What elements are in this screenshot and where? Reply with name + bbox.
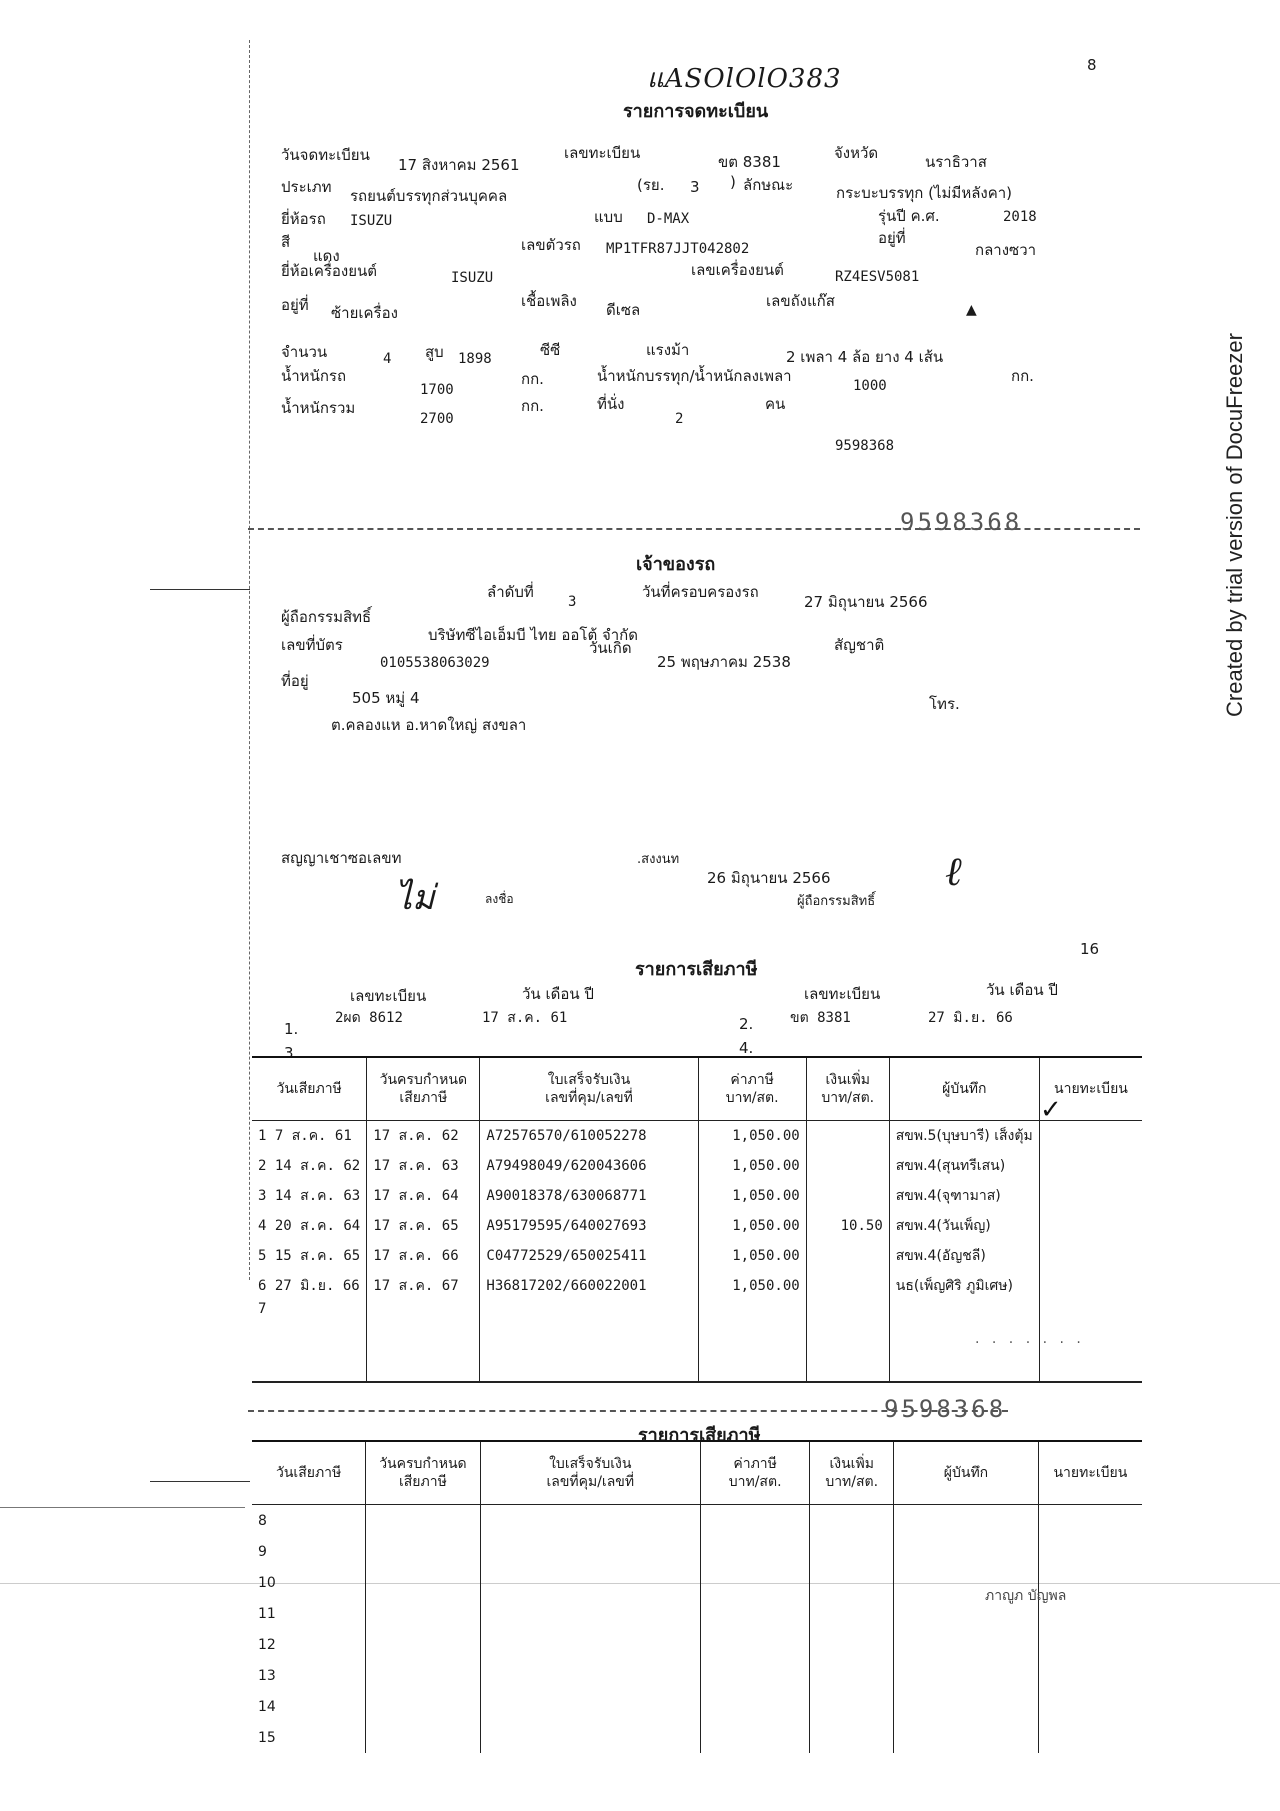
- empty-cell: [894, 1505, 1039, 1537]
- cyl-unit: สูบ: [425, 343, 444, 361]
- empty-cell: [894, 1536, 1039, 1567]
- address-label: ที่อยู่: [281, 672, 309, 690]
- contract-sign-label: ผู้ถือกรรมสิทธิ์: [797, 894, 876, 909]
- body-label: ลักษณะ: [743, 176, 794, 194]
- header2-tax-date: วันเสียภาษี: [252, 1441, 366, 1505]
- empty-cell: [366, 1567, 480, 1598]
- tax-date-cell: 1 7 ส.ค. 61: [252, 1121, 367, 1152]
- cyl-label: จำนวน: [281, 343, 328, 361]
- empty-cell: [810, 1691, 894, 1722]
- page-number-tax: 16: [1080, 940, 1100, 958]
- empty-cell: [894, 1722, 1039, 1753]
- empty-cell: [810, 1598, 894, 1629]
- cc-unit: ซีซี: [540, 341, 561, 359]
- empty-cell: [366, 1660, 480, 1691]
- weight-label: น้ำหนักรถ: [281, 367, 347, 385]
- tax-date-cell: 5 15 ส.ค. 65: [252, 1241, 367, 1271]
- plate-history-plate1: 2ผด 8612: [335, 1010, 403, 1026]
- header2-recorder: ผู้บันทึก: [894, 1441, 1039, 1505]
- owner-title: เจ้าของรถ: [636, 554, 716, 575]
- registrar-cell: [1039, 1151, 1142, 1181]
- engine-brand: ISUZU: [451, 270, 494, 286]
- empty-cell: [894, 1660, 1039, 1691]
- chassis: MP1TFR87JJT042802: [606, 241, 750, 257]
- header-receipt: ใบเสร็จรับเงิน เลขที่คุม/เลขที่: [480, 1057, 698, 1121]
- empty-cell: [480, 1505, 700, 1537]
- empty-cell: [701, 1505, 810, 1537]
- contract-small: ลงชื่อ: [485, 892, 514, 906]
- fuel-label: เชื้อเพลิง: [521, 292, 577, 310]
- tax-row: [252, 1211, 1142, 1241]
- nationality-label: สัญชาติ: [834, 636, 885, 654]
- load-unit: กก.: [1011, 367, 1034, 385]
- surcharge-cell: [806, 1301, 889, 1382]
- axle: 2 เพลา 4 ล้อ ยาง 4 เส้น: [786, 348, 944, 366]
- surcharge-cell: [806, 1151, 889, 1181]
- tax-row-empty: [252, 1505, 1142, 1537]
- handwritten-code: แASOlOlO383: [647, 64, 842, 94]
- engine-brand-label: ยี่ห้อเครื่องยนต์: [281, 262, 378, 280]
- header2-tax-amount: ค่าภาษี บาท/สต.: [701, 1441, 810, 1505]
- seats: 2: [675, 411, 684, 427]
- recorder-cell: สขพ.4(สุนทรีเสน): [889, 1151, 1039, 1181]
- receipt-cell: A90018378/630068771: [480, 1181, 698, 1211]
- location: กลางซวา: [975, 241, 1037, 259]
- tax-row: [252, 1181, 1142, 1211]
- signature-mark-2: ℓ: [945, 849, 962, 895]
- due-date-cell: 17 ส.ค. 66: [367, 1241, 480, 1271]
- gas-tank-label: เลขถังแก๊ส: [766, 292, 835, 310]
- reg-date-label: วันจดทะเบียน: [281, 146, 370, 164]
- watermark: Created by trial version of DocuFreezer: [1222, 333, 1247, 717]
- receipt-cell: A72576570/610052278: [480, 1121, 698, 1152]
- holder-label: ผู้ถือกรรมสิทธิ์: [281, 608, 372, 626]
- tax-row: [252, 1121, 1142, 1152]
- tax-amount-cell: 1,050.00: [698, 1211, 806, 1241]
- vehicle-type: รถยนต์บรรทุกส่วนบุคคล: [350, 187, 508, 205]
- gross-unit: กก.: [521, 397, 544, 415]
- hp-label: แรงม้า: [646, 341, 690, 359]
- empty-cell: [701, 1722, 810, 1753]
- color-label: สี: [281, 233, 291, 251]
- year-label: รุ่นปี ค.ศ.: [878, 207, 940, 225]
- due-date-cell: 17 ส.ค. 63: [367, 1151, 480, 1181]
- surcharge-cell: [806, 1121, 889, 1152]
- cyl: 4: [383, 351, 392, 367]
- address-line-2: ต.คลองแห อ.หาดใหญ่ สงขลา: [331, 716, 527, 734]
- empty-cell: [810, 1629, 894, 1660]
- tax-row-empty: [252, 1722, 1142, 1753]
- cc: 1898: [458, 351, 492, 367]
- empty-cell: [701, 1567, 810, 1598]
- faint-dots: · · · · · · ·: [975, 1335, 1085, 1351]
- province: นราธิวาส: [925, 153, 987, 171]
- empty-cell: [480, 1691, 700, 1722]
- tax-table: [252, 1056, 1142, 1383]
- recorder-cell: สขพ.4(จุฑามาส): [889, 1181, 1039, 1211]
- empty-cell: [366, 1536, 480, 1567]
- tax-row-empty: [252, 1536, 1142, 1567]
- registrar-cell: [1039, 1271, 1142, 1301]
- plate-history-plate2: ขต 8381: [790, 1010, 851, 1026]
- tax-row-empty: [252, 1660, 1142, 1691]
- registration-title: รายการจดทะเบียน: [623, 101, 769, 122]
- due-date-cell: 17 ส.ค. 62: [367, 1121, 480, 1152]
- header2-surcharge: เงินเพิ่ม บาท/สต.: [810, 1441, 894, 1505]
- empty-cell: [480, 1722, 700, 1753]
- receipt-cell: H36817202/660022001: [480, 1271, 698, 1301]
- empty-cell: [480, 1567, 700, 1598]
- recorder-cell: สขพ.4(อัญชลี): [889, 1241, 1039, 1271]
- contract-mid: .สงงนท: [637, 852, 680, 867]
- empty-cell: [366, 1691, 480, 1722]
- empty-cell: [810, 1660, 894, 1691]
- plate-history-n2: 2.: [739, 1015, 754, 1033]
- recorder-cell: สขพ.4(วันเพ็ญ): [889, 1211, 1039, 1241]
- engine-loc: ซ้ายเครื่อง: [331, 304, 398, 322]
- row-number: 10: [252, 1567, 366, 1598]
- empty-cell: [366, 1598, 480, 1629]
- registrar-cell: [1039, 1181, 1142, 1211]
- phone-label: โทร.: [929, 695, 960, 713]
- id-number: 0105538063029: [380, 655, 490, 671]
- margin-tick-3: [0, 1507, 245, 1508]
- plate-history-date1: 17 ส.ค. 61: [482, 1010, 568, 1026]
- type-label: ประเภท: [281, 178, 332, 196]
- type-code: 3: [690, 178, 700, 196]
- tax-date-cell: 6 27 มิ.ย. 66: [252, 1271, 367, 1301]
- id-label: เลขที่บัตร: [281, 636, 343, 654]
- empty-cell: [810, 1505, 894, 1537]
- seats-unit: คน: [765, 395, 786, 413]
- tax-table-2-header: [252, 1441, 1142, 1505]
- row-number: 8: [252, 1505, 366, 1537]
- gross-label: น้ำหนักรวม: [281, 399, 356, 417]
- year: 2018: [1003, 209, 1037, 225]
- faint-name: ภาญูภ บัญพล: [985, 1588, 1067, 1604]
- type-code-open: (รย.: [637, 176, 665, 194]
- empty-cell: [1038, 1691, 1142, 1722]
- header-due-date: วันครบกำหนด เสียภาษี: [367, 1057, 480, 1121]
- empty-cell: [1038, 1722, 1142, 1753]
- birth-date: 25 พฤษภาคม 2538: [657, 653, 791, 671]
- receipt-cell: A95179595/640027693: [480, 1211, 698, 1241]
- body-type: กระบะบรรทุก (ไม่มีหลังคา): [836, 184, 1013, 202]
- empty-cell: [1038, 1505, 1142, 1537]
- load-label: น้ำหนักบรรทุก/น้ำหนักลงเพลา: [597, 367, 792, 385]
- empty-cell: [366, 1629, 480, 1660]
- tax-row: [252, 1151, 1142, 1181]
- empty-cell: [480, 1536, 700, 1567]
- plate-col-label-right: เลขทะเบียน: [804, 985, 881, 1003]
- row-number: 15: [252, 1722, 366, 1753]
- empty-cell: [480, 1629, 700, 1660]
- serial-number: 9598368: [835, 438, 895, 454]
- recorder-cell: สขพ.5(บุษบารี) เส็งตุ้ม: [889, 1121, 1039, 1152]
- surcharge-cell: [806, 1181, 889, 1211]
- contract-date: 26 มิถุนายน 2566: [707, 869, 831, 887]
- seats-label: ที่นั่ง: [597, 395, 625, 413]
- engine-loc-label: อยู่ที่: [281, 296, 309, 314]
- tax-amount-cell: 1,050.00: [698, 1241, 806, 1271]
- empty-cell: [1038, 1536, 1142, 1567]
- empty-cell: [701, 1660, 810, 1691]
- possession-label: วันที่ครอบครองรถ: [642, 583, 759, 601]
- margin-tick-1: [150, 589, 250, 590]
- margin-tick-2: [150, 1481, 250, 1482]
- empty-cell: [810, 1536, 894, 1567]
- overlay-serial: 9598368: [884, 1395, 1007, 1423]
- brand: ISUZU: [350, 213, 393, 229]
- province-label: จังหวัด: [834, 144, 879, 162]
- registrar-cell: [1039, 1211, 1142, 1241]
- tax-row-empty: [252, 1691, 1142, 1722]
- weight: 1700: [420, 382, 454, 398]
- header-tax-date: วันเสียภาษี: [252, 1057, 367, 1121]
- receipt-cell: A79498049/620043606: [480, 1151, 698, 1181]
- empty-cell: [810, 1567, 894, 1598]
- row-number: 14: [252, 1691, 366, 1722]
- tax-amount-cell: 1,050.00: [698, 1181, 806, 1211]
- serial-overlay: 9598368: [900, 508, 1023, 536]
- plate-col-label-left: เลขทะเบียน: [350, 987, 427, 1005]
- empty-cell: [366, 1505, 480, 1537]
- header-tax-amount: ค่าภาษี บาท/สต.: [698, 1057, 806, 1121]
- location-label: อยู่ที่: [878, 229, 906, 247]
- empty-cell: [366, 1722, 480, 1753]
- page-number-top: 8: [1087, 56, 1097, 74]
- receipt-cell: [480, 1301, 698, 1382]
- reg-date: 17 สิงหาคม 2561: [398, 156, 520, 174]
- empty-cell: [701, 1691, 810, 1722]
- due-date-cell: 17 ส.ค. 64: [367, 1181, 480, 1211]
- tax-date-cell: 2 14 ส.ค. 62: [252, 1151, 367, 1181]
- address-line-1: 505 หมู่ 4: [352, 689, 420, 707]
- empty-cell: [701, 1536, 810, 1567]
- empty-cell: [480, 1660, 700, 1691]
- type-code-close: ): [730, 173, 736, 191]
- tax-row: [252, 1271, 1142, 1301]
- due-date-cell: 17 ส.ค. 67: [367, 1271, 480, 1301]
- tax-date-cell: 7: [252, 1301, 367, 1382]
- header-recorder: ผู้บันทึก: [889, 1057, 1039, 1121]
- load: 1000: [853, 378, 887, 394]
- tax-table-header: [252, 1057, 1142, 1121]
- header-registrar: นายทะเบียน: [1039, 1057, 1142, 1121]
- model-label: แบบ: [594, 208, 623, 226]
- empty-cell: [1038, 1660, 1142, 1691]
- plate-history-n4: 4.: [739, 1039, 754, 1057]
- color: แดง: [313, 247, 340, 265]
- surcharge-cell: [806, 1271, 889, 1301]
- plate-label: เลขทะเบียน: [564, 144, 641, 162]
- receipt-cell: C04772529/650025411: [480, 1241, 698, 1271]
- model: D-MAX: [647, 211, 690, 227]
- tax-title-2: รายการเสียภาษี: [638, 1425, 761, 1446]
- registrar-cell: [1039, 1241, 1142, 1271]
- plate: ขต 8381: [718, 153, 781, 171]
- tax-amount-cell: 1,050.00: [698, 1121, 806, 1152]
- possession-date: 27 มิถุนายน 2566: [804, 593, 928, 611]
- empty-cell: [894, 1629, 1039, 1660]
- weight-unit: กก.: [521, 370, 544, 388]
- tax-title: รายการเสียภาษี: [635, 959, 758, 980]
- empty-cell: [701, 1598, 810, 1629]
- left-margin-line: [249, 40, 250, 1280]
- tax-amount-cell: 1,050.00: [698, 1151, 806, 1181]
- surcharge-cell: [806, 1241, 889, 1271]
- order: 3: [568, 594, 577, 610]
- engine-no-label: เลขเครื่องยนต์: [691, 261, 784, 279]
- brand-label: ยี่ห้อรถ: [281, 210, 326, 228]
- date-col-label-left: วัน เดือน ปี: [522, 985, 594, 1003]
- row-number: 12: [252, 1629, 366, 1660]
- tax-amount-cell: [698, 1301, 806, 1382]
- tax-amount-cell: 1,050.00: [698, 1271, 806, 1301]
- empty-cell: [1038, 1629, 1142, 1660]
- date-col-label-right: วัน เดือน ปี: [986, 981, 1058, 999]
- empty-cell: [810, 1722, 894, 1753]
- header-surcharge: เงินเพิ่ม บาท/สต.: [806, 1057, 889, 1121]
- engine-no: RZ4ESV5081: [835, 269, 920, 285]
- arrow-mark-icon: ▲: [966, 302, 977, 318]
- gross: 2700: [420, 411, 454, 427]
- check-mark-icon: ✓: [1040, 1095, 1062, 1125]
- contract-label: สญญาเชาซอเลขท: [281, 849, 402, 867]
- empty-cell: [701, 1629, 810, 1660]
- header2-receipt: ใบเสร็จรับเงิน เลขที่คุม/เลขที่: [480, 1441, 700, 1505]
- surcharge-cell: 10.50: [806, 1211, 889, 1241]
- tax-row-empty: [252, 1629, 1142, 1660]
- recorder-cell: นธ(เพ็ญศิริ ภูมิเศษ): [889, 1271, 1039, 1301]
- tax-date-cell: 3 14 ส.ค. 63: [252, 1181, 367, 1211]
- empty-cell: [480, 1598, 700, 1629]
- chassis-label: เลขตัวรถ: [521, 236, 581, 254]
- due-date-cell: 17 ส.ค. 65: [367, 1211, 480, 1241]
- row-number: 13: [252, 1660, 366, 1691]
- tax-row: [252, 1241, 1142, 1271]
- holder: บริษัทซีไอเอ็มบี ไทย ออโต้ จำกัด: [428, 626, 639, 644]
- header2-due-date: วันครบกำหนด เสียภาษี: [366, 1441, 480, 1505]
- plate-history-n3: 3.: [284, 1044, 299, 1062]
- row-number: 9: [252, 1536, 366, 1567]
- tax-date-cell: 4 20 ส.ค. 64: [252, 1211, 367, 1241]
- plate-history-n1: 1.: [284, 1020, 299, 1038]
- empty-cell: [894, 1691, 1039, 1722]
- order-label: ลำดับที่: [487, 583, 534, 601]
- due-date-cell: [367, 1301, 480, 1382]
- birth-label: วันเกิด: [589, 639, 632, 657]
- fuel: ดีเซล: [606, 301, 641, 319]
- signature-mark-1: ไม่: [395, 878, 435, 918]
- row-number: 11: [252, 1598, 366, 1629]
- header2-registrar: นายทะเบียน: [1038, 1441, 1142, 1505]
- registrar-cell: [1039, 1121, 1142, 1152]
- plate-history-date2: 27 มิ.ย. 66: [928, 1010, 1013, 1026]
